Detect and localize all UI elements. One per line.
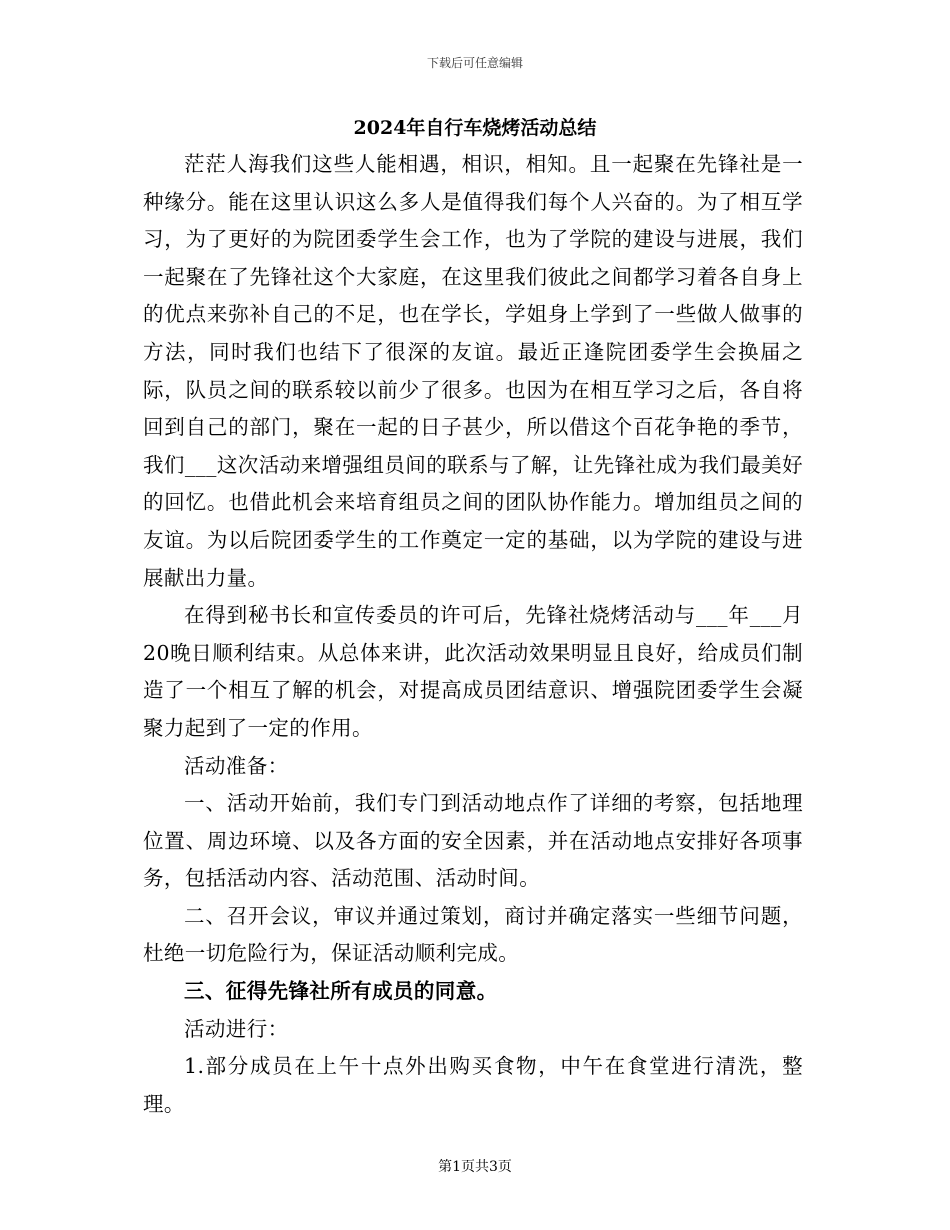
heading-execution: 活动进行： bbox=[184, 1016, 289, 1041]
document-title: 2024年自行车烧烤活动总结 bbox=[353, 117, 597, 139]
page-number-footer: 第1页共3页 bbox=[438, 1159, 512, 1175]
paragraph-prep-step-3: 三、征得先锋社所有成员的同意。 bbox=[184, 979, 498, 1004]
paragraph-summary: 在得到秘书长和宣传委员的许可后，先锋社烧烤活动与___年___月20晚日顺利结束。从总体来讲，此次活动效果明显且良好，给成员们制造了一个相互了解的机会，对提高成员团结意识、增强院团委学生会凝聚力起到了一定的作用。 bbox=[143, 603, 803, 740]
paragraph-exec-step-1: 1.部分成员在上午十点外出购买食物，中午在食堂进行清洗，整理。 bbox=[143, 1054, 803, 1116]
header-note: 下载后可任意编辑 bbox=[426, 56, 523, 70]
paragraph-intro: 茫茫人海我们这些人能相遇，相识，相知。且一起聚在先锋社是一种缘分。能在这里认识这么多人是值得我们每个人兴奋的。为了相互学习，为了更好的为院团委学生会工作，也为了学院的建设与进展，我们一起聚在了先锋社这个大家庭，在这里我们彼此之间都学习着各自身上的优点来弥补自己的不足，也在学长，学姐身上学到了一些做人做事的方法，同时我们也结下了很深的友谊。最近正逢院团委学生会换届之际，队员之间的联系较以前少了很多。也因为在相互学习之后，各自将回到自己的部门，聚在一起的日子甚少，所以借这个百花争艳的季节，我们___这次活动来增强组员间的联系与了解，让先锋社成为我们最美好的回忆。也借此机会来培育组员之间的团队协作能力。增加组员之间的友谊。为以后院团委学生的工作奠定一定的基础，以为学院的建设与进展献出力量。 bbox=[143, 152, 803, 590]
document-body bbox=[143, 146, 803, 1123]
paragraph-prep-step-2: 二、召开会议，审议并通过策划，商讨并确定落实一些细节问题，杜绝一切危险行为，保证活动顺利完成。 bbox=[143, 903, 803, 966]
heading-preparation: 活动准备： bbox=[184, 753, 289, 778]
paragraph-prep-step-1: 一、活动开始前，我们专门到活动地点作了详细的考察，包括地理位置、周边环境、以及各方面的安全因素，并在活动地点安排好各项事务，包括活动内容、活动范围、活动时间。 bbox=[143, 791, 803, 891]
